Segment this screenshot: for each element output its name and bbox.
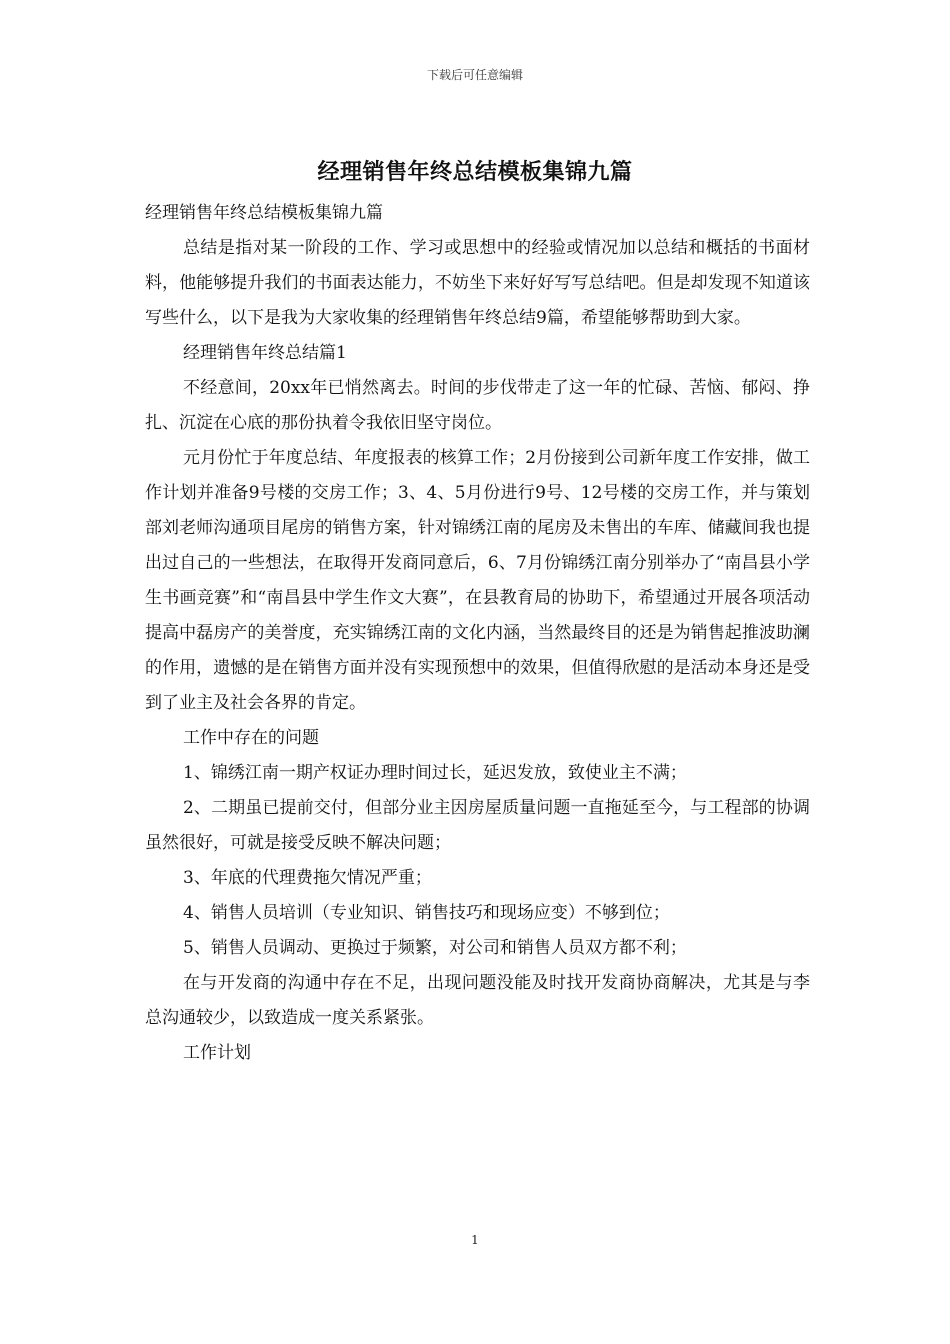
paragraph: 不经意间，20xx年已悄然离去。时间的步伐带走了这一年的忙碌、苦恼、郁闷、挣扎、沉淀在心底的那份执着令我依旧坚守岗位。 [145,378,810,433]
section-heading: 工作计划 [183,1043,251,1063]
paragraph: 元月份忙于年度总结、年度报表的核算工作；2月份接到公司新年度工作安排，做工作计划并准备9号楼的交房工作；3、4、5月份进行9号、12号楼的交房工作，并与策划部刘老师沟通项目尾房的销售方案，针对锦绣江南的尾房及未售出的车库、储藏间我也提出过自己的一些想法，在取得开发商同意后，6、7月份锦绣江南分别举办了“南昌县小学生书画竞赛”和“南昌县中学生作文大赛”，在县教育局的协助下，希望通过开展各项活动提高中磊房产的美誉度，充实锦绣江南的文化内涵，当然最终目的还是为销售起推波助澜的作用，遗憾的是在销售方面并没有实现预想中的效果，但值得欣慰的是活动本身还是受到了业主及社会各界的肯定。 [145,448,810,713]
paragraph: 在与开发商的沟通中存在不足，出现问题没能及时找开发商协商解决，尤其是与李总沟通较少，以致造成一度关系紧张。 [145,973,810,1028]
list-item: 4、销售人员培训（专业知识、销售技巧和现场应变）不够到位； [183,903,670,923]
document-title: 经理销售年终总结模板集锦九篇 [317,159,633,185]
list-item: 1、锦绣江南一期产权证办理时间过长，延迟发放，致使业主不满； [183,763,687,783]
list-item: 2、二期虽已提前交付，但部分业主因房屋质量问题一直拖延至今，与工程部的协调虽然很好，可就是接受反映不解决问题； [145,798,810,853]
section-heading: 经理销售年终总结篇1 [183,343,347,363]
header-note: 下载后可任意编辑 [426,68,523,82]
paragraph-intro: 总结是指对某一阶段的工作、学习或思想中的经验或情况加以总结和概括的书面材料，他能够提升我们的书面表达能力，不妨坐下来好好写写总结吧。但是却发现不知道该写些什么，以下是我为大家收集的经理销售年终总结9篇，希望能够帮助到大家。 [145,238,810,328]
paragraph-subtitle: 经理销售年终总结模板集锦九篇 [145,203,383,223]
page-number: 1 [471,1233,479,1247]
list-item: 3、年底的代理费拖欠情况严重； [183,868,432,888]
document-body [145,196,810,1071]
section-heading: 工作中存在的问题 [183,728,319,748]
list-item: 5、销售人员调动、更换过于频繁，对公司和销售人员双方都不利； [183,938,687,958]
